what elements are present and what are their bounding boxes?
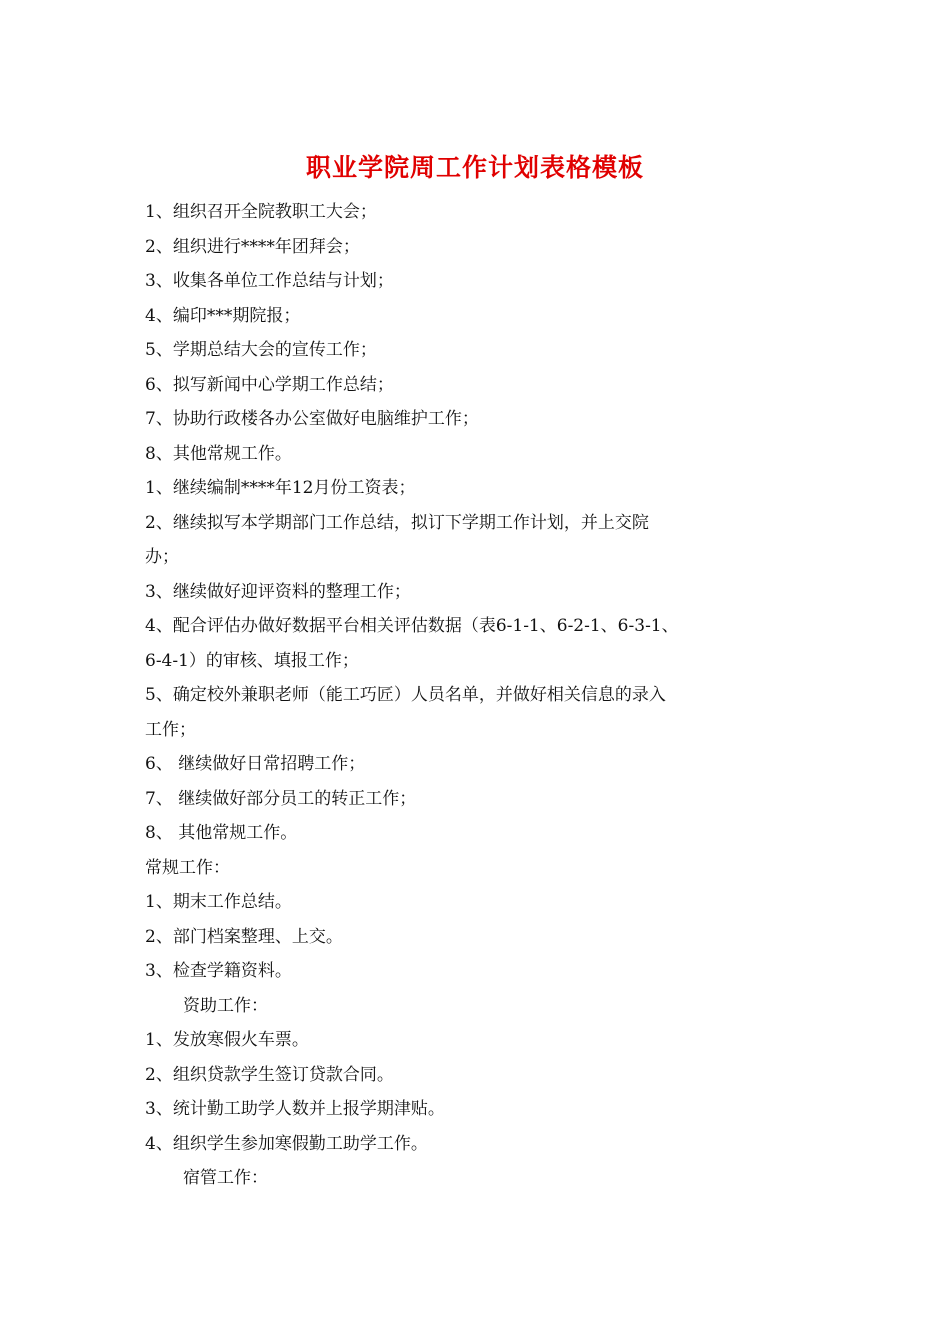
text-line: 1、期末工作总结。 bbox=[145, 892, 292, 912]
text-line: 2、组织进行****年团拜会； bbox=[145, 236, 360, 257]
text-line: 1、组织召开全院教职工大会； bbox=[145, 202, 377, 222]
section-heading: 资助工作： bbox=[183, 995, 268, 1016]
text-line: 6-4-1）的审核、填报工作； bbox=[145, 650, 359, 671]
document-body bbox=[145, 195, 765, 1196]
text-line: 5、学期总结大会的宣传工作； bbox=[145, 340, 377, 360]
text-line: 3、统计勤工助学人数并上报学期津贴。 bbox=[145, 1099, 445, 1119]
text-line: 6、拟写新闻中心学期工作总结； bbox=[145, 374, 394, 395]
text-line: 1、发放寒假火车票。 bbox=[145, 1030, 309, 1050]
text-line: 4、组织学生参加寒假勤工助学工作。 bbox=[145, 1133, 428, 1154]
text-line: 5、确定校外兼职老师（能工巧匠）人员名单，并做好相关信息的录入 bbox=[145, 685, 666, 705]
text-line: 3、检查学籍资料。 bbox=[145, 961, 292, 981]
text-line: 8、其他常规工作。 bbox=[145, 443, 292, 464]
text-line: 8、 其他常规工作。 bbox=[145, 823, 298, 843]
text-line: 3、收集各单位工作总结与计划； bbox=[145, 271, 394, 291]
text-line: 6、 继续做好日常招聘工作； bbox=[145, 754, 366, 774]
text-line: 4、编印***期院报； bbox=[145, 305, 301, 326]
document-title: 职业学院周工作计划表格模板 bbox=[305, 153, 644, 182]
text-line: 7、协助行政楼各办公室做好电脑维护工作； bbox=[145, 409, 479, 429]
text-line: 3、继续做好迎评资料的整理工作； bbox=[145, 581, 411, 602]
text-line: 常规工作： bbox=[145, 857, 230, 878]
text-line: 1、继续编制****年12月份工资表； bbox=[145, 478, 416, 498]
text-line: 2、组织贷款学生签订贷款合同。 bbox=[145, 1064, 394, 1085]
text-line: 7、 继续做好部分员工的转正工作； bbox=[145, 788, 417, 809]
section-heading: 宿管工作： bbox=[183, 1168, 268, 1188]
text-line: 4、配合评估办做好数据平台相关评估数据（表6-1-1、6-2-1、6-3-1、 bbox=[145, 616, 679, 636]
text-line: 办； bbox=[145, 547, 179, 567]
text-line: 2、部门档案整理、上交。 bbox=[145, 926, 343, 947]
text-line: 工作； bbox=[145, 719, 196, 740]
text-line: 2、继续拟写本学期部门工作总结，拟订下学期工作计划，并上交院 bbox=[145, 512, 649, 533]
